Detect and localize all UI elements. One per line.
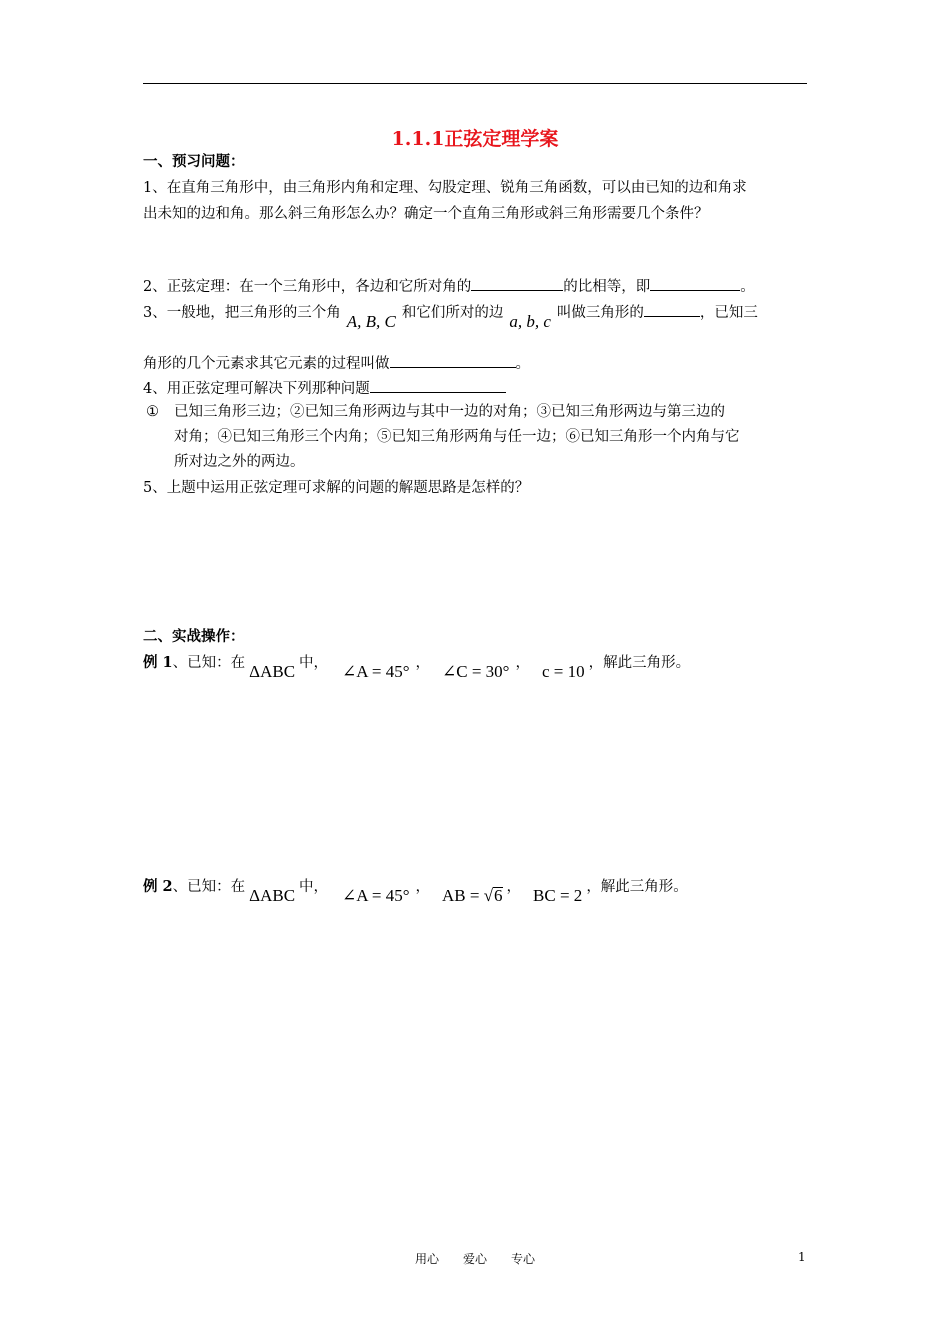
option-line-2: 对角；④已知三角形三个内角；⑤已知三角形两角与任一边；⑥已知三角形一个内角与它 bbox=[174, 429, 740, 445]
example-1-in: 中， bbox=[299, 655, 329, 671]
example-2: 例 2、已知：在 ΔABC 中， ∠A = 45° ， AB = √6 ， BC = 2 ，解此三角形。 bbox=[143, 878, 688, 905]
question-1-line-2: 出未知的边和角。那么斜三角形怎么办？确定一个直角三角形或斜三角形需要几个条件？ bbox=[143, 206, 709, 222]
example-1-prefix: 、已知：在 bbox=[172, 655, 246, 671]
section-heading-practice: 二、实战操作： bbox=[143, 628, 245, 645]
page-number: 1 bbox=[798, 1250, 806, 1264]
example-2-in: 中， bbox=[299, 879, 329, 895]
question-2-prefix: 2、正弦定理：在一个三角形中，各边和它所对角的 bbox=[143, 279, 472, 295]
question-2-middle: 的比相等，即 bbox=[563, 279, 651, 295]
page-title: 1.1.1正弦定理学案 bbox=[391, 128, 559, 150]
question-3-after: 叫做三角形的 bbox=[556, 305, 644, 321]
section-heading-preview: 一、预习问题： bbox=[143, 153, 245, 170]
example-1: 例 1、已知：在 ΔABC 中， ∠A = 45° ， ∠C = 30° ， c = 10 ，解此三角形。 bbox=[143, 654, 691, 681]
condition-angle-a: ∠A = 45° bbox=[342, 886, 410, 905]
radicand: 6 bbox=[494, 886, 503, 905]
example-2-prefix: 、已知：在 bbox=[172, 879, 246, 895]
footer-motto: 用心 爱心 专心 bbox=[414, 1252, 535, 1266]
answer-blank[interactable] bbox=[390, 353, 516, 368]
option-marker: ① bbox=[146, 404, 159, 420]
triangle-abc: ΔABC bbox=[249, 662, 296, 681]
condition-angle-a: ∠A = 45° bbox=[342, 662, 410, 681]
example-1-suffix: ，解此三角形。 bbox=[588, 655, 691, 671]
question-3-line-2-text: 角形的几个元素求其它元素的过程叫做 bbox=[143, 356, 390, 372]
example-1-label: 例 1 bbox=[143, 654, 173, 671]
condition-side-bc: BC = 2 bbox=[533, 886, 583, 905]
question-5: 5、上题中运用正弦定理可求解的问题的解题思路是怎样的？ bbox=[143, 480, 530, 496]
header-rule bbox=[143, 83, 807, 84]
answer-blank[interactable] bbox=[471, 276, 563, 291]
option-line-1: 已知三角形三边；②已知三角形两边与其中一边的对角；③已知三角形两边与第三边的 bbox=[174, 404, 725, 420]
question-4 bbox=[143, 378, 506, 399]
question-2-suffix: 。 bbox=[740, 279, 755, 295]
angles-abc: A, B, C bbox=[346, 312, 396, 331]
question-1-line-1: 1、在直角三角形中，由三角形内角和定理、勾股定理、锐角三角函数，可以由已知的边和角求 bbox=[143, 180, 747, 196]
example-2-label: 例 2 bbox=[143, 878, 173, 895]
answer-blank[interactable] bbox=[644, 302, 700, 317]
example-2-suffix: ，解此三角形。 bbox=[586, 879, 688, 895]
sqrt-sign: √ bbox=[483, 886, 494, 905]
option-line-3: 所对边之外的两边。 bbox=[174, 454, 305, 470]
sides-abc: a, b, c bbox=[509, 312, 551, 331]
question-3-prefix: 3、一般地，把三角形的三个角 bbox=[143, 305, 341, 321]
condition-angle-c: ∠C = 30° bbox=[442, 662, 510, 681]
question-3-line-2 bbox=[143, 353, 530, 374]
question-2 bbox=[143, 276, 755, 297]
question-4-prefix: 4、用正弦定理可解决下列那种问题 bbox=[143, 381, 370, 397]
triangle-abc: ΔABC bbox=[249, 886, 296, 905]
answer-blank[interactable] bbox=[370, 378, 506, 393]
answer-blank[interactable] bbox=[650, 276, 740, 291]
question-3-suffix: ，已知三 bbox=[699, 305, 758, 321]
question-3-middle: 和它们所对的边 bbox=[401, 305, 504, 321]
condition-side-c: c = 10 bbox=[541, 662, 585, 681]
condition-side-ab: AB = √6 bbox=[442, 886, 503, 905]
question-3-line-1 bbox=[143, 302, 758, 331]
question-3-line-2-end: 。 bbox=[515, 356, 530, 372]
